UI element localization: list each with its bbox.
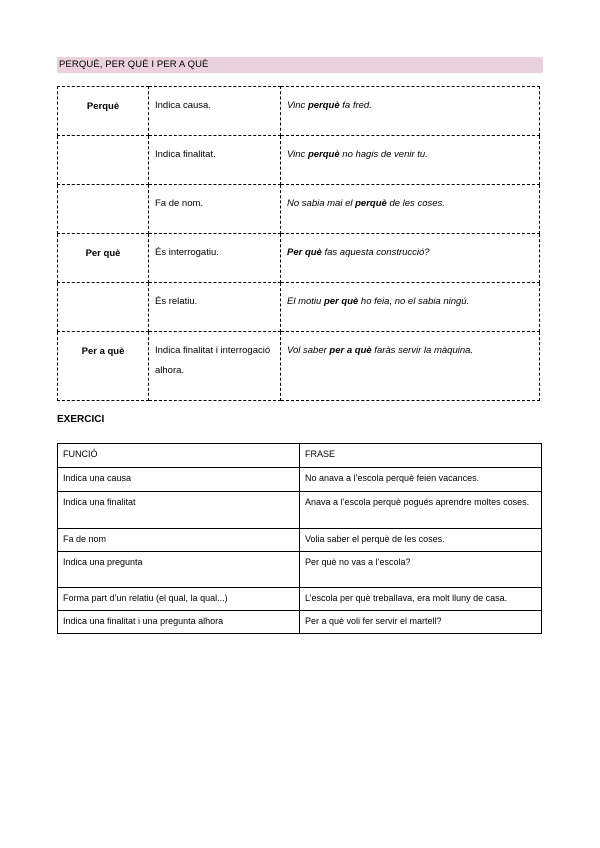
table-row — [58, 588, 542, 611]
example-cell — [281, 136, 540, 185]
header-funcio: FUNCIÓ — [58, 444, 300, 468]
grammar-row — [58, 332, 540, 401]
table-row — [58, 492, 542, 529]
example-cell — [281, 283, 540, 332]
description-cell: Indica causa. — [149, 87, 281, 136]
example-text: de les coses. — [386, 198, 445, 209]
grammar-row — [58, 185, 540, 234]
term-cell — [58, 185, 149, 234]
grammar-row — [58, 87, 540, 136]
description-cell: És interrogatiu. — [149, 234, 281, 283]
example-highlight: perquè — [307, 149, 340, 160]
funcio-cell: Indica una finalitat — [58, 492, 300, 529]
description-cell: És relatiu. — [149, 283, 281, 332]
description-cell: Indica finalitat. — [149, 136, 281, 185]
example-cell — [281, 234, 540, 283]
term-cell: Per a què — [58, 332, 149, 401]
frase-cell: No anava a l’escola perquè feien vacances. — [300, 468, 542, 492]
example-highlight: per a què — [329, 345, 372, 356]
funcio-cell: Indica una causa — [58, 468, 300, 492]
example-highlight: perquè — [355, 198, 387, 209]
funcio-cell: Forma part d’un relatiu (el qual, la qual...) — [58, 588, 300, 611]
frase-cell: Per a què voli fer servir el martell? — [300, 611, 542, 634]
grammar-row — [58, 234, 540, 283]
example-text: Vinc — [287, 100, 308, 111]
funcio-cell: Indica una finalitat i una pregunta alhora — [58, 611, 300, 634]
example-highlight: per què — [323, 296, 359, 307]
term-cell — [58, 283, 149, 332]
example-text: Vinc — [287, 149, 308, 160]
frase-cell: Anava a l’escola perquè pogués aprendre moltes coses. — [300, 492, 542, 529]
example-highlight: Per què — [287, 247, 322, 258]
example-text: Vol saber — [287, 345, 330, 356]
table-row — [58, 552, 542, 588]
description-cell: Fa de nom. — [149, 185, 281, 234]
example-text: fas aquesta construcció? — [321, 247, 430, 258]
table-row — [58, 611, 542, 634]
grammar-row — [58, 136, 540, 185]
frase-cell: Per què no vas a l’escola? — [300, 552, 542, 588]
example-highlight: perquè — [307, 100, 340, 111]
table-header-row — [58, 444, 542, 468]
term-cell: Per què — [58, 234, 149, 283]
exercise-table — [57, 443, 542, 634]
frase-cell: Volia saber el perquè de les coses. — [300, 529, 542, 552]
term-cell — [58, 136, 149, 185]
example-cell — [281, 332, 540, 401]
example-text: no hagis de venir tu. — [339, 149, 428, 160]
example-cell — [281, 87, 540, 136]
table-row — [58, 468, 542, 492]
example-text: ho feia, no el sabia ningú. — [358, 296, 470, 307]
example-text: faràs servir la màquina. — [371, 345, 474, 356]
exercise-heading: EXERCICI — [57, 414, 105, 425]
section-title: PERQUÈ, PER QUÈ I PER A QUÈ — [57, 57, 543, 73]
description-cell: Indica finalitat i interrogació alhora. — [149, 332, 281, 401]
term-cell: Perquè — [58, 87, 149, 136]
example-cell — [281, 185, 540, 234]
grammar-row — [58, 283, 540, 332]
example-text: El motiu — [287, 296, 324, 307]
example-text: No sabia mai el — [287, 198, 356, 209]
header-frase: FRASE — [300, 444, 542, 468]
example-text: fa fred. — [339, 100, 372, 111]
funcio-cell: Indica una pregunta — [58, 552, 300, 588]
funcio-cell: Fa de nom — [58, 529, 300, 552]
grammar-table — [57, 86, 540, 401]
table-row — [58, 529, 542, 552]
frase-cell: L’escola per què treballava, era molt lluny de casa. — [300, 588, 542, 611]
